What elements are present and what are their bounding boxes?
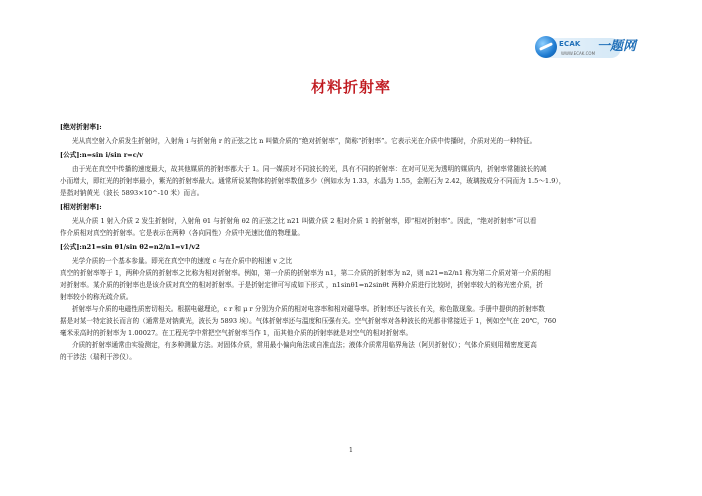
logo-text-cn: 一题网 xyxy=(597,39,637,54)
paragraph-line: 光学介质的一个基本参量。即光在真空中的速度 c 与在介质中的相速 v 之比 xyxy=(72,257,293,265)
logo-globe-icon xyxy=(535,36,557,58)
site-logo[interactable] xyxy=(535,34,645,62)
page-number: 1 xyxy=(348,446,354,454)
document-body xyxy=(60,120,644,363)
paragraph-line: 的干涉法（瑞利干涉仪）。 xyxy=(60,353,136,361)
logo-text-en: ECAK xyxy=(559,40,581,48)
section-heading-relative: [相对折射率]: xyxy=(60,203,102,211)
formula-absolute: [公式]:n=sin i/sin r=c/v xyxy=(60,151,143,159)
paragraph-line: 射率较小的称光疏介质。 xyxy=(60,293,133,301)
paragraph-line: 据是对某一特定波长而言的（通常是对钠黄光，波长为 5893 埃）。气体折射率还与温度和压强有关。空气折射率对各种波长的光都非常接近于 1，例如空气在 20℃，760 xyxy=(60,317,557,325)
paragraph-line: 光从真空射入介质发生折射时，入射角 i 与折射角 r 的正弦之比 n 叫做介质的“绝对折射率”，简称“折射率”。它表示光在介质中传播时，介质对光的一种特征。 xyxy=(72,137,537,145)
paragraph-line: 光从介质 1 射入介质 2 发生折射时，入射角 θ1 与折射角 θ2 的正弦之比 n21 叫做介质 2 相对介质 1 的折射率，即“相对折射率”。因此，“绝对折射率”可以看 xyxy=(72,217,537,225)
section-heading-absolute: [绝对折射率]: xyxy=(60,123,102,131)
paragraph-line: 折射率与介质的电磁性质密切相关。根据电磁理论，ε r 和 μ r 分别为介质的相对电容率和相对磁导率。折射率还与波长有关，称色散现象。手册中提供的折射率数 xyxy=(72,305,545,313)
paragraph-line: 是指对钠黄光（波长 5893×10^-10 米）而言。 xyxy=(60,189,204,197)
paragraph-line: 毫米汞高时的折射率为 1.00027。在工程光学中常把空气折射率当作 1，而其他介质的折射率就是对空气的相对折射率。 xyxy=(60,329,413,337)
paragraph-line: 真空的折射率等于 1，两种介质的折射率之比称为相对折射率。例如，第一介质的折射率为 n1，第二介质的折射率为 n2，则 n21=n2/n1 称为第二介质对第一介质的相 xyxy=(60,269,551,277)
paragraph-line: 小而增大，即红光的折射率最小，紫光的折射率最大。通常所说某物体的折射率数值多少（例如水为 1.33，水晶为 1.55，金刚石为 2.42，玻璃按成分不同而为 1.5～1.9）， xyxy=(60,177,566,185)
paragraph-line: 对折射率。某介质的折射率也是该介质对真空的相对折射率。于是折射定律可写成如下形式 ，n1sinθ1=n2sinθt 两种介质进行比较时，折射率较大的称光密介质，折 xyxy=(60,281,543,289)
document-title: 材料折射率 xyxy=(310,78,391,96)
logo-url: WWW.ECAK.COM xyxy=(561,51,596,56)
paragraph-line: 由于光在真空中传播的速度最大，故其他媒质的折射率都大于 1。同一媒质对不同波长的光，具有不同的折射率：在对可见光为透明的媒质内，折射率常随波长的减 xyxy=(72,165,547,173)
paragraph-line: 介质的折射率通常由实验测定，有多种测量方法。对固体介质，常用最小偏向角法或自准直法；液体介质常用临界角法（阿贝折射仪）；气体介质则用精密度更高 xyxy=(72,341,537,349)
formula-relative: [公式]:n21=sin θ1/sin θ2=n2/n1=v1/v2 xyxy=(60,243,200,251)
paragraph-line: 作介质相对真空的折射率。它是表示在两种（各向同性）介质中光速比值的物理量。 xyxy=(60,229,304,237)
